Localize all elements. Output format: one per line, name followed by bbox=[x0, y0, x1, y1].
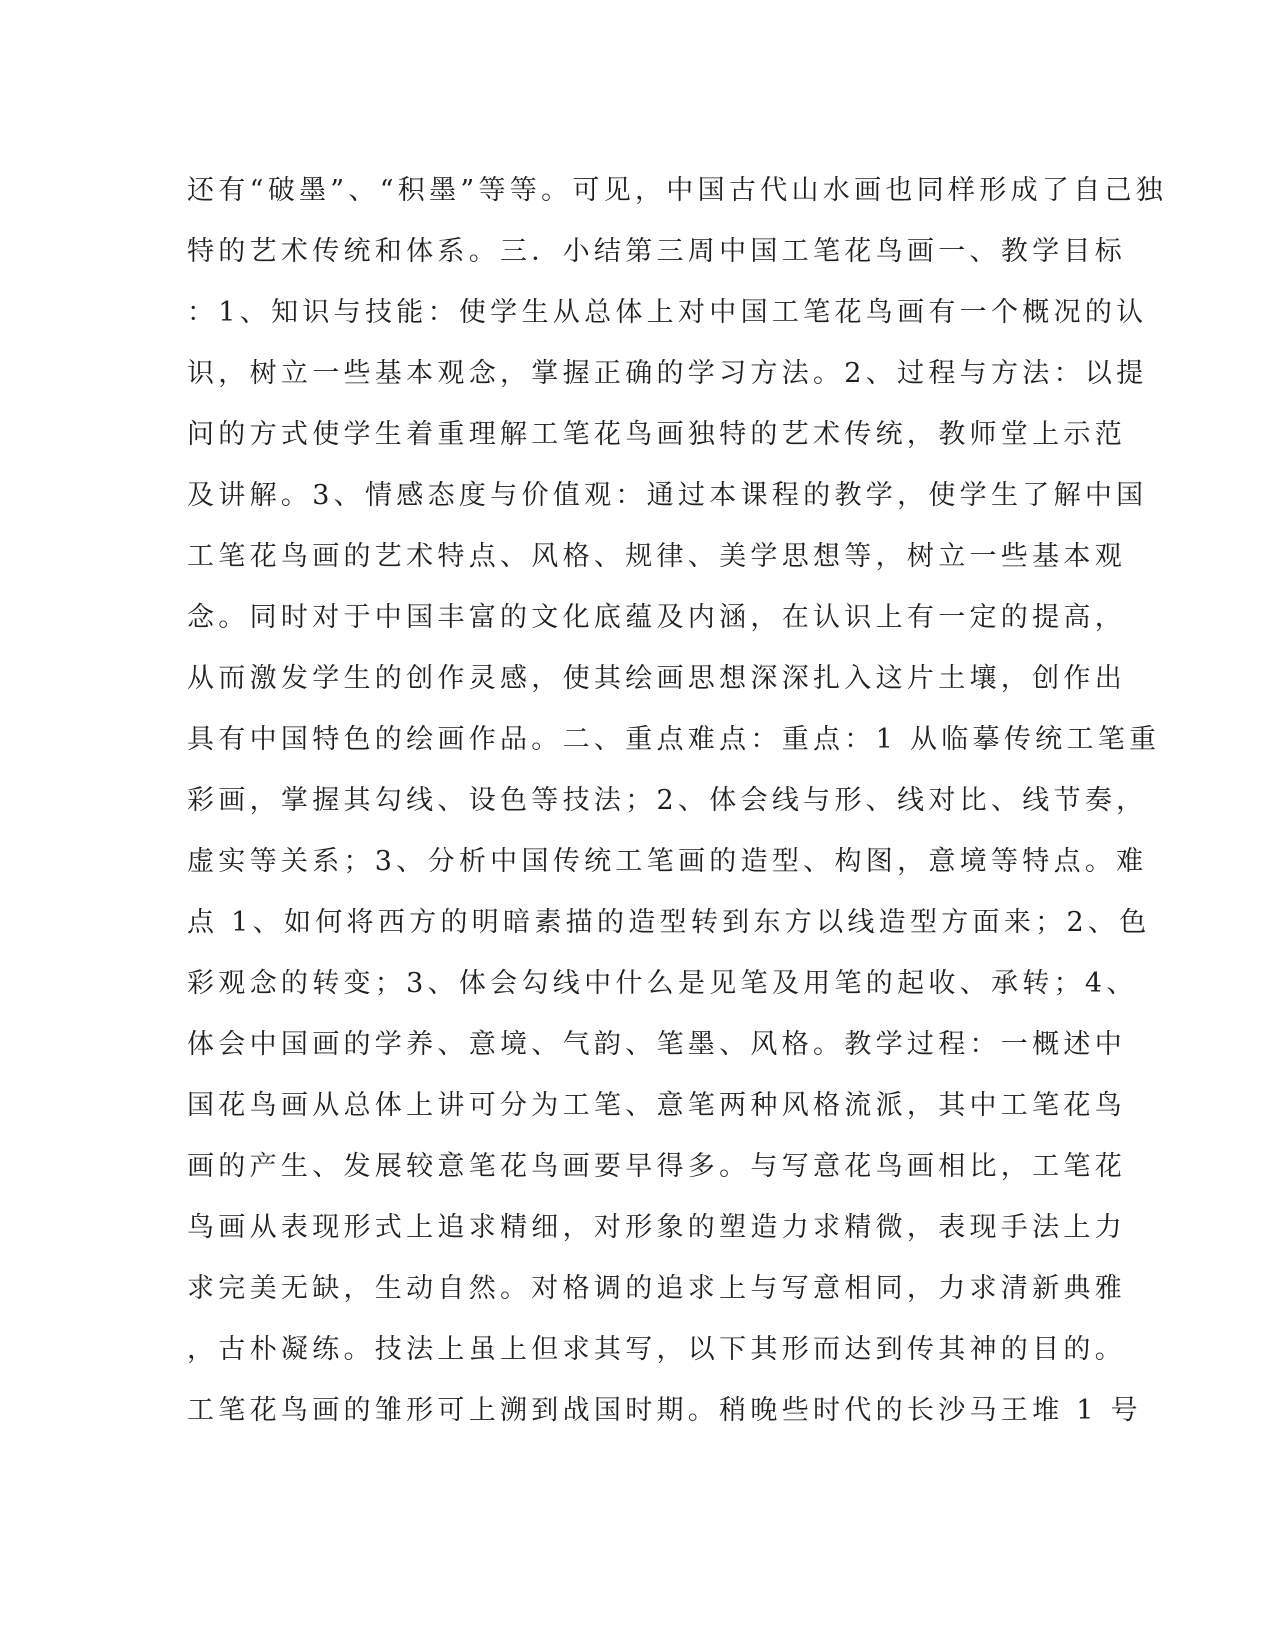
text-line: 国花鸟画从总体上讲可分为工笔、意笔两种风格流派，其中工笔花鸟 bbox=[187, 1090, 1126, 1121]
text-line: 具有中国特色的绘画作品。二、重点难点：重点：1 从临摹传统工笔重 bbox=[187, 724, 1161, 755]
text-line: 彩观念的转变；3、体会勾线中什么是见笔及用笔的起收、承转；4、 bbox=[187, 968, 1138, 999]
text-line: 点 1、如何将西方的明暗素描的造型转到东方以线造型方面来；2、色 bbox=[187, 907, 1151, 938]
body-text bbox=[187, 160, 1168, 1441]
text-line: 虚实等关系；3、分析中国传统工笔画的造型、构图，意境等特点。难 bbox=[187, 846, 1148, 877]
text-line: 问的方式使学生着重理解工笔花鸟画独特的艺术传统，教师堂上示范 bbox=[187, 419, 1126, 450]
text-line: 念。同时对于中国丰富的文化底蕴及内涵，在认识上有一定的提高， bbox=[187, 602, 1126, 633]
text-line: 鸟画从表现形式上追求精细，对形象的塑造力求精微，表现手法上力 bbox=[187, 1212, 1126, 1243]
text-line: 及讲解。3、情感态度与价值观：通过本课程的教学，使学生了解中国 bbox=[187, 480, 1148, 511]
text-line: ，古朴凝练。技法上虽上但求其写，以下其形而达到传其神的目的。 bbox=[187, 1334, 1126, 1365]
text-line: 从而激发学生的创作灵感，使其绘画思想深深扎入这片土壤，创作出 bbox=[187, 663, 1126, 694]
text-line: 还有“破墨”、“积墨”等等。可见，中国古代山水画也同样形成了自己独 bbox=[187, 175, 1168, 206]
text-line: 工笔花鸟画的雏形可上溯到战国时期。稍晚些时代的长沙马王堆 1 号 bbox=[187, 1395, 1142, 1426]
text-line: 体会中国画的学养、意境、气韵、笔墨、风格。教学过程：一概述中 bbox=[187, 1029, 1126, 1060]
text-line: 彩画，掌握其勾线、设色等技法；2、体会线与形、线对比、线节奏， bbox=[187, 785, 1148, 816]
text-line: 特的艺术传统和体系。三．小结第三周中国工笔花鸟画一、教学目标 bbox=[187, 236, 1126, 267]
text-line: 画的产生、发展较意笔花鸟画要早得多。与写意花鸟画相比，工笔花 bbox=[187, 1151, 1126, 1182]
text-line: ：1、知识与技能：使学生从总体上对中国工笔花鸟画有一个概况的认 bbox=[187, 297, 1148, 328]
text-line: 求完美无缺，生动自然。对格调的追求上与写意相同，力求清新典雅 bbox=[187, 1273, 1126, 1304]
text-line: 识，树立一些基本观念，掌握正确的学习方法。2、过程与方法：以提 bbox=[187, 358, 1148, 389]
text-line: 工笔花鸟画的艺术特点、风格、规律、美学思想等，树立一些基本观 bbox=[187, 541, 1126, 572]
